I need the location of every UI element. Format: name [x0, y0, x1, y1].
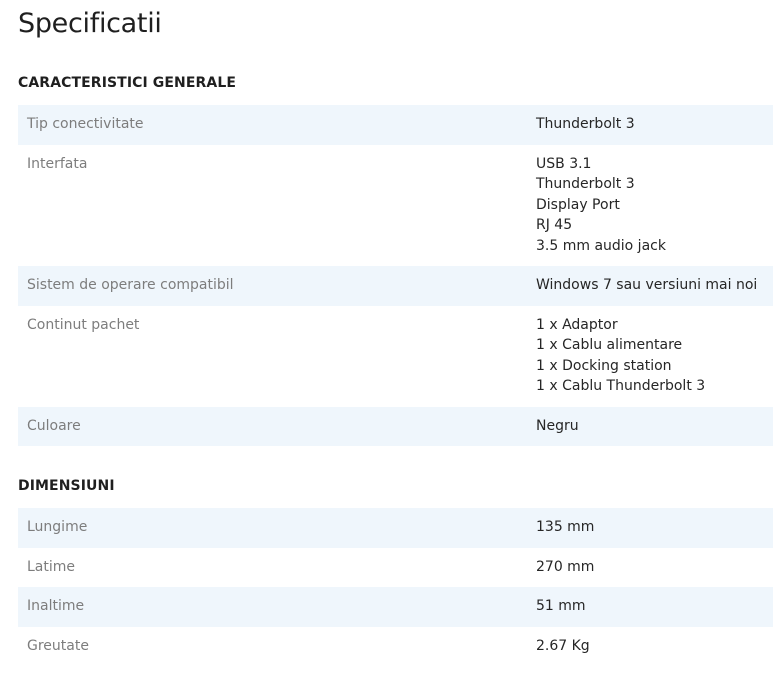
spec-value-line: 135 mm: [536, 519, 595, 535]
spec-row-culoare: [18, 407, 773, 447]
spec-label: Inaltime: [27, 598, 85, 614]
spec-value-line: Thunderbolt 3: [536, 116, 635, 132]
spec-row-latime: [18, 548, 773, 588]
spec-label: Culoare: [27, 417, 81, 434]
spec-label: Latime: [27, 558, 76, 575]
spec-label: Interfata: [27, 155, 88, 172]
spec-value-line: Thunderbolt 3: [536, 176, 635, 192]
spec-value: [528, 315, 773, 397]
section-title-caracteristici-generale: CARACTERISTICI GENERALE: [18, 75, 237, 91]
spec-value-line: 2.67 Kg: [536, 637, 590, 654]
spec-value: [528, 636, 773, 657]
spec-value: [528, 275, 773, 296]
spec-value-line: 51 mm: [536, 598, 586, 614]
spec-row-lungime: [18, 508, 773, 548]
spec-row-sistem-de-operare: [18, 266, 773, 306]
spec-value: [528, 154, 773, 257]
spec-row-continut-pachet: [18, 306, 773, 407]
spec-value-line: Display Port: [536, 196, 620, 213]
spec-value-line: 3.5 mm audio jack: [536, 237, 666, 254]
spec-label: Lungime: [27, 519, 88, 535]
spec-value: [528, 557, 773, 578]
spec-label: Tip conectivitate: [27, 116, 144, 132]
spec-value-line: 1 x Docking station: [536, 357, 672, 374]
spec-value-line: Windows 7 sau versiuni mai noi: [536, 277, 758, 293]
spec-row-interfata: [18, 145, 773, 267]
spec-value: [528, 416, 773, 437]
spec-label: Greutate: [27, 637, 89, 654]
spec-value-line: Negru: [536, 417, 579, 434]
spec-value-line: RJ 45: [536, 217, 573, 233]
spec-value-line: 1 x Cablu alimentare: [536, 337, 683, 353]
spec-label: Sistem de operare compatibil: [27, 277, 234, 293]
spec-table-caracteristici-generale: [18, 105, 773, 446]
section-title-dimensiuni: DIMENSIUNI: [18, 478, 115, 494]
spec-value: [528, 517, 773, 538]
spec-table-dimensiuni: [18, 508, 773, 666]
page-title: Specificatii: [18, 8, 162, 39]
spec-value: [528, 596, 773, 617]
spec-value-line: 270 mm: [536, 558, 595, 575]
spec-row-tip-conectivitate: [18, 105, 773, 145]
spec-value-line: 1 x Adaptor: [536, 316, 618, 333]
spec-row-greutate: [18, 627, 773, 667]
spec-value-line: 1 x Cablu Thunderbolt 3: [536, 378, 706, 394]
spec-value: [528, 114, 773, 135]
spec-label: Continut pachet: [27, 316, 140, 333]
spec-row-inaltime: [18, 587, 773, 627]
spec-value-line: USB 3.1: [536, 155, 592, 172]
